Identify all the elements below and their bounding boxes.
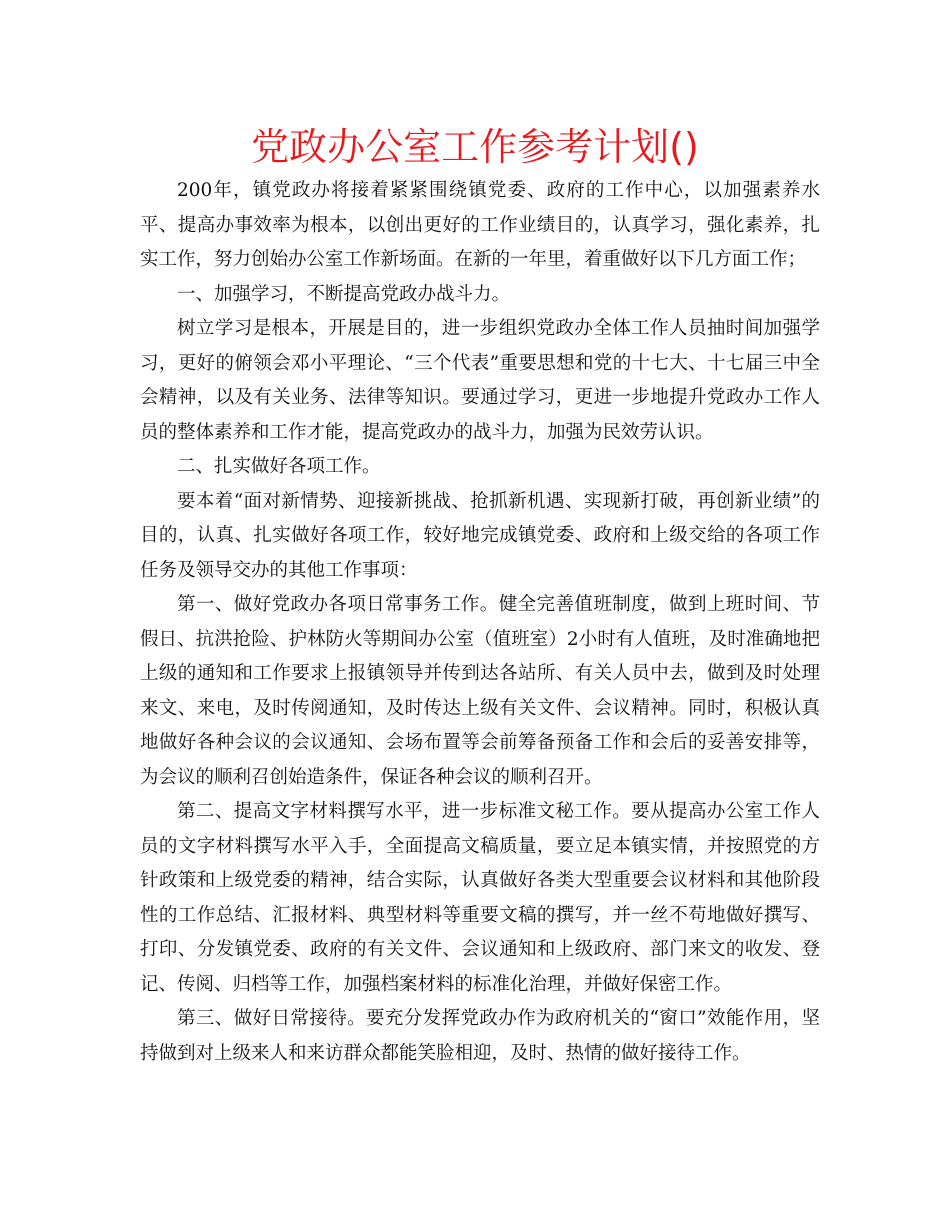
- document-title: 党政办公室工作参考计划(): [251, 125, 699, 169]
- document-body: [140, 174, 820, 1071]
- paragraph-reception: 第三、做好日常接待。要充分发挥党政办作为政府机关的“窗口”效能作用，坚持做到对上级来人和来访群众都能笑脸相迎，及时、热情的做好接待工作。: [140, 1008, 820, 1064]
- paragraph-writing: 第二、提高文字材料撰写水平，进一步标准文秘工作。要从提高办公室工作人员的文字材料撰写水平入手，全面提高文稿质量，要立足本镇实情，并按照党的方针政策和上级党委的精神，结合实际，认真做好各类大型重要会议材料和其他阶段性的工作总结、汇报材料、典型材料等重要文稿的撰写，并一丝不苟地做好撰写、打印、分发镇党委、政府的有关文件、会议通知和上级政府、部门来文的收发、登记、传阅、归档等工作，加强档案材料的标准化治理，并做好保密工作。: [140, 801, 820, 995]
- paragraph-heading-2: 二、扎实做好各项工作。: [177, 456, 381, 477]
- paragraph-intro: 200年，镇党政办将接着紧紧围绕镇党委、政府的工作中心，以加强素养水平、提高办事效率为根本，以创出更好的工作业绩目的，认真学习，强化素养，扎实工作，努力创始办公室工作新场面。在新的一年里，着重做好以下几方面工作；: [140, 180, 820, 270]
- paragraph-heading-1: 一、加强学习，不断提高党政办战斗力。: [177, 283, 511, 305]
- paragraph-goals: 要本着“面对新情势、迎接新挑战、抢抓新机遇、实现新打破，再创新业绩”的目的，认真、扎实做好各项工作，较好地完成镇党委、政府和上级交给的各项工作任务及领导交办的其他工作事项：: [140, 490, 820, 581]
- paragraph-study: 树立学习是根本，开展是目的，进一步组织党政办全体工作人员抽时间加强学习，更好的俯领会邓小平理论、“三个代表”重要思想和党的十七大、十七届三中全会精神，以及有关业务、法律等知识。要通过学习，更进一步地提升党政办工作人员的整体素养和工作才能，提高党政办的战斗力，加强为民效劳认识。: [140, 318, 820, 443]
- paragraph-daily-affairs: 第一、做好党政办各项日常事务工作。健全完善值班制度，做到上班时间、节假日、抗洪抢险、护林防火等期间办公室（值班室）2小时有人值班，及时准确地把上级的通知和工作要求上报镇领导并传到达各站所、有关人员中去，做到及时处理来文、来电，及时传阅通知，及时传达上级有关文件、会议精神。同时，积极认真地做好各种会议的会议通知、会场布置等会前筹备预备工作和会后的妥善安排等，为会议的顺利召创始造条件，保证各种会议的顺利召开。: [140, 594, 820, 788]
